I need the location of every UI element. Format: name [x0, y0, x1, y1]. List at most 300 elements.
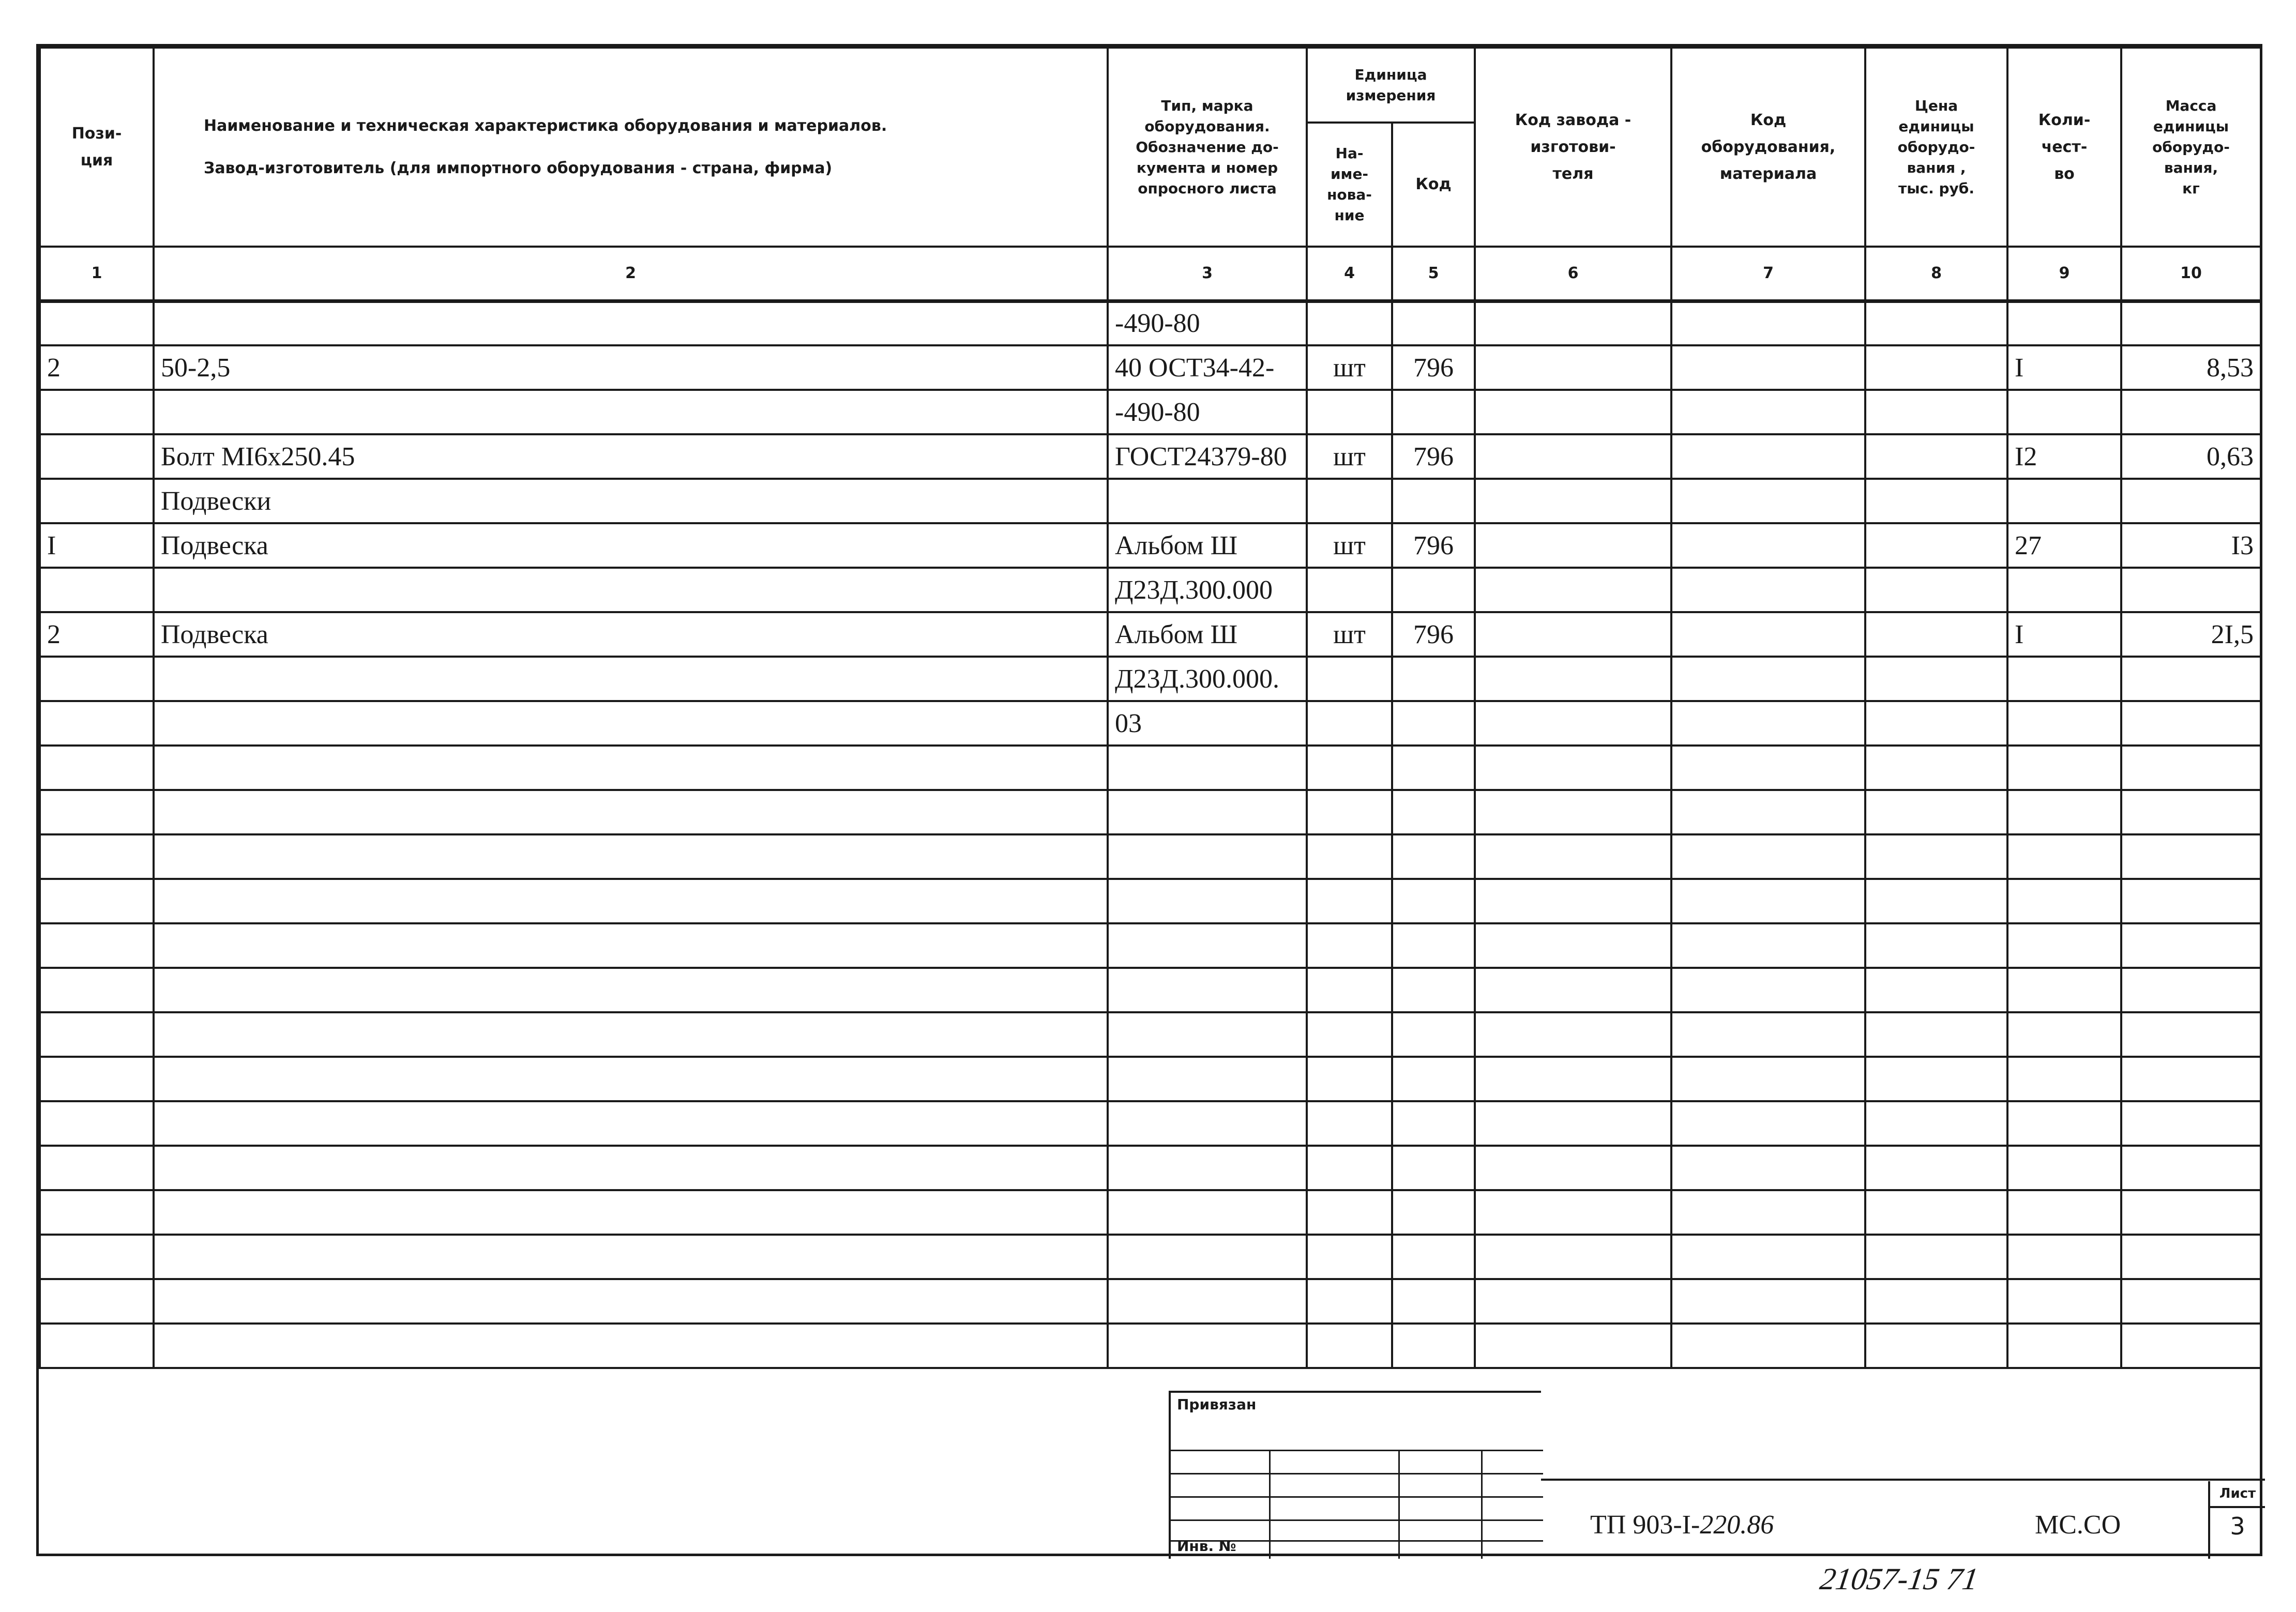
cell-unit-code [1392, 479, 1475, 523]
cell-price [1865, 1146, 2007, 1190]
cell-mass [2121, 1279, 2261, 1324]
table-row [40, 434, 2261, 479]
table-row [40, 1057, 2261, 1101]
cell-unit-code [1392, 701, 1475, 746]
specification-sheet [36, 44, 2262, 1556]
table-row [40, 1279, 2261, 1324]
cell-equipment-code [1671, 879, 1865, 923]
cell-quantity [2007, 923, 2121, 968]
sheet-number: 3 [2230, 1512, 2245, 1540]
cell-factory-code [1475, 523, 1671, 568]
cell-mass [2121, 1101, 2261, 1146]
cell-equipment-code [1671, 923, 1865, 968]
cell-factory-code [1475, 923, 1671, 968]
cell-name: 50-2,5 [154, 345, 1108, 390]
cell-unit-name [1307, 968, 1392, 1012]
table-row [40, 523, 2261, 568]
cell-type: 40 ОСТ34-42- [1108, 345, 1307, 390]
cell-mass [2121, 923, 2261, 968]
cell-unit-code [1392, 790, 1475, 834]
cell-type: ГОСТ24379-80 [1108, 434, 1307, 479]
cell-unit-name [1307, 879, 1392, 923]
cell-equipment-code [1671, 834, 1865, 879]
cell-mass: 0,63 [2121, 434, 2261, 479]
title-block-line [1541, 1479, 2265, 1481]
cell-mass [2121, 1057, 2261, 1101]
cell-name: Подвески [154, 479, 1108, 523]
cell-factory-code [1475, 790, 1671, 834]
cell-mass [2121, 834, 2261, 879]
cell-position [40, 1101, 154, 1146]
header-price: Цена единицы оборудо- вания , тыс. руб. [1865, 48, 2007, 247]
cell-position [40, 923, 154, 968]
cell-mass [2121, 968, 2261, 1012]
cell-unit-name [1307, 1235, 1392, 1279]
cell-price [1865, 1057, 2007, 1101]
cell-type [1108, 1057, 1307, 1101]
cell-type [1108, 1279, 1307, 1324]
cell-price [1865, 301, 2007, 345]
document-mark: МС.СО [2035, 1510, 2121, 1540]
cell-unit-code [1392, 879, 1475, 923]
cell-position [40, 879, 154, 923]
sheet-label: Лист [2210, 1481, 2265, 1508]
cell-equipment-code [1671, 1324, 1865, 1368]
cell-equipment-code [1671, 612, 1865, 657]
table-row [40, 1101, 2261, 1146]
cell-unit-code [1392, 390, 1475, 434]
cell-position [40, 1279, 154, 1324]
cell-position [40, 701, 154, 746]
cell-unit-code [1392, 1279, 1475, 1324]
cell-price [1865, 923, 2007, 968]
cell-position [40, 301, 154, 345]
cell-equipment-code [1671, 1235, 1865, 1279]
cell-mass [2121, 390, 2261, 434]
cell-type: Альбом Ш [1108, 523, 1307, 568]
cell-equipment-code [1671, 701, 1865, 746]
cell-unit-code: 796 [1392, 612, 1475, 657]
cell-equipment-code [1671, 657, 1865, 701]
cell-position [40, 746, 154, 790]
cell-price [1865, 1235, 2007, 1279]
cell-unit-code [1392, 1190, 1475, 1235]
cell-name [154, 657, 1108, 701]
cell-equipment-code [1671, 968, 1865, 1012]
cell-name [154, 746, 1108, 790]
header-quantity: Коли- чест- во [2007, 48, 2121, 247]
cell-price [1865, 612, 2007, 657]
cell-factory-code [1475, 879, 1671, 923]
cell-unit-code [1392, 1146, 1475, 1190]
cell-mass [2121, 746, 2261, 790]
column-number: 2 [154, 247, 1108, 301]
cell-type [1108, 879, 1307, 923]
stamp-line [1269, 1450, 1271, 1559]
cell-mass [2121, 790, 2261, 834]
cell-name [154, 1190, 1108, 1235]
header-name: Наименование и техническая характеристика оборудования и материалов. Завод-изготовитель (для импортного оборудования - страна, фирма) [154, 48, 1108, 247]
cell-quantity [2007, 301, 2121, 345]
cell-unit-code: 796 [1392, 523, 1475, 568]
cell-type [1108, 479, 1307, 523]
cell-price [1865, 1012, 2007, 1057]
cell-price [1865, 790, 2007, 834]
cell-position [40, 479, 154, 523]
table-row [40, 1190, 2261, 1235]
column-number: 9 [2007, 247, 2121, 301]
cell-name [154, 1057, 1108, 1101]
cell-type [1108, 834, 1307, 879]
cell-unit-code: 796 [1392, 434, 1475, 479]
cell-price [1865, 746, 2007, 790]
cell-unit-code [1392, 968, 1475, 1012]
cell-factory-code [1475, 1324, 1671, 1368]
cell-mass [2121, 1324, 2261, 1368]
stamp-line [1171, 1519, 1543, 1521]
cell-quantity [2007, 1279, 2121, 1324]
cell-quantity [2007, 1101, 2121, 1146]
cell-name [154, 968, 1108, 1012]
cell-equipment-code [1671, 345, 1865, 390]
cell-type: -490-80 [1108, 390, 1307, 434]
binding-stamp [1169, 1391, 1541, 1559]
cell-unit-code [1392, 1235, 1475, 1279]
equipment-spec-table [39, 47, 2262, 1369]
cell-price [1865, 968, 2007, 1012]
table-row [40, 923, 2261, 968]
cell-unit-name [1307, 1057, 1392, 1101]
cell-unit-code [1392, 923, 1475, 968]
cell-unit-code [1392, 1324, 1475, 1368]
cell-name [154, 834, 1108, 879]
cell-mass: 2I,5 [2121, 612, 2261, 657]
cell-position: 2 [40, 345, 154, 390]
cell-unit-name [1307, 1012, 1392, 1057]
cell-name [154, 1279, 1108, 1324]
cell-equipment-code [1671, 523, 1865, 568]
cell-quantity [2007, 834, 2121, 879]
cell-unit-code [1392, 834, 1475, 879]
table-row [40, 657, 2261, 701]
cell-position [40, 1012, 154, 1057]
stamp-line [1171, 1473, 1543, 1474]
table-row [40, 568, 2261, 612]
cell-unit-code [1392, 301, 1475, 345]
cell-equipment-code [1671, 390, 1865, 434]
cell-quantity [2007, 568, 2121, 612]
cell-mass [2121, 568, 2261, 612]
cell-name [154, 1324, 1108, 1368]
cell-type: 03 [1108, 701, 1307, 746]
cell-factory-code [1475, 701, 1671, 746]
table-row [40, 345, 2261, 390]
cell-quantity: I2 [2007, 434, 2121, 479]
cell-quantity [2007, 657, 2121, 701]
cell-quantity [2007, 790, 2121, 834]
cell-name [154, 568, 1108, 612]
cell-type: Д23Д.300.000 [1108, 568, 1307, 612]
header-equipment-code: Код оборудования, материала [1671, 48, 1865, 247]
cell-quantity [2007, 1146, 2121, 1190]
cell-unit-name [1307, 301, 1392, 345]
cell-factory-code [1475, 434, 1671, 479]
cell-type [1108, 790, 1307, 834]
cell-type [1108, 1324, 1307, 1368]
cell-quantity [2007, 390, 2121, 434]
cell-unit-name [1307, 1279, 1392, 1324]
cell-factory-code [1475, 1146, 1671, 1190]
cell-name [154, 390, 1108, 434]
cell-factory-code [1475, 657, 1671, 701]
inventory-label: Инв. № [1177, 1538, 1236, 1555]
cell-quantity [2007, 1235, 2121, 1279]
cell-unit-name [1307, 657, 1392, 701]
cell-unit-code [1392, 746, 1475, 790]
cell-unit-code: 796 [1392, 345, 1475, 390]
cell-factory-code [1475, 612, 1671, 657]
cell-mass: 8,53 [2121, 345, 2261, 390]
cell-quantity [2007, 1057, 2121, 1101]
header-unit-name: На- име- нова- ние [1307, 123, 1392, 247]
stamp-line [1398, 1450, 1400, 1559]
cell-equipment-code [1671, 568, 1865, 612]
cell-unit-name: шт [1307, 523, 1392, 568]
cell-equipment-code [1671, 746, 1865, 790]
cell-mass [2121, 657, 2261, 701]
cell-quantity: I [2007, 345, 2121, 390]
cell-price [1865, 390, 2007, 434]
cell-unit-name [1307, 923, 1392, 968]
cell-type [1108, 968, 1307, 1012]
cell-position [40, 1235, 154, 1279]
cell-type [1108, 1235, 1307, 1279]
cell-type [1108, 1190, 1307, 1235]
cell-type: Альбом Ш [1108, 612, 1307, 657]
table-row [40, 834, 2261, 879]
cell-unit-name [1307, 834, 1392, 879]
cell-type [1108, 1146, 1307, 1190]
cell-factory-code [1475, 345, 1671, 390]
cell-position [40, 568, 154, 612]
cell-position [40, 434, 154, 479]
column-number: 3 [1108, 247, 1307, 301]
table-row [40, 479, 2261, 523]
document-code: ТП 903-I-220.86 [1590, 1510, 1774, 1540]
cell-equipment-code [1671, 301, 1865, 345]
cell-equipment-code [1671, 1190, 1865, 1235]
cell-price [1865, 1279, 2007, 1324]
cell-unit-name [1307, 568, 1392, 612]
column-number: 6 [1475, 247, 1671, 301]
cell-name: Болт МI6х250.45 [154, 434, 1108, 479]
cell-mass: I3 [2121, 523, 2261, 568]
cell-factory-code [1475, 568, 1671, 612]
cell-price [1865, 834, 2007, 879]
cell-name [154, 879, 1108, 923]
cell-factory-code [1475, 1012, 1671, 1057]
archive-number: 21057-15 71 [1818, 1562, 1981, 1596]
cell-price [1865, 879, 2007, 923]
header-factory-code: Код завода - изготови- теля [1475, 48, 1671, 247]
column-number: 7 [1671, 247, 1865, 301]
column-number: 1 [40, 247, 154, 301]
table-row [40, 968, 2261, 1012]
cell-name: Подвеска [154, 523, 1108, 568]
cell-mass [2121, 301, 2261, 345]
cell-position [40, 790, 154, 834]
cell-factory-code [1475, 1057, 1671, 1101]
cell-position [40, 834, 154, 879]
table-row [40, 1146, 2261, 1190]
cell-factory-code [1475, 390, 1671, 434]
cell-position: 2 [40, 612, 154, 657]
cell-price [1865, 1190, 2007, 1235]
cell-factory-code [1475, 1279, 1671, 1324]
column-number: 10 [2121, 247, 2261, 301]
header-position: Пози- ция [40, 48, 154, 247]
cell-unit-name: шт [1307, 345, 1392, 390]
cell-factory-code [1475, 1190, 1671, 1235]
cell-price [1865, 1101, 2007, 1146]
table-row [40, 879, 2261, 923]
cell-equipment-code [1671, 1057, 1865, 1101]
bound-label: Привязан [1177, 1396, 1257, 1413]
cell-price [1865, 345, 2007, 390]
cell-unit-name [1307, 1190, 1392, 1235]
cell-quantity [2007, 879, 2121, 923]
cell-quantity [2007, 746, 2121, 790]
cell-name [154, 1012, 1108, 1057]
cell-factory-code [1475, 746, 1671, 790]
cell-position [40, 1324, 154, 1368]
cell-equipment-code [1671, 790, 1865, 834]
cell-price [1865, 1324, 2007, 1368]
cell-factory-code [1475, 968, 1671, 1012]
cell-mass [2121, 879, 2261, 923]
cell-equipment-code [1671, 434, 1865, 479]
cell-unit-name [1307, 1146, 1392, 1190]
header-unit-code: Код [1392, 123, 1475, 247]
cell-factory-code [1475, 834, 1671, 879]
header-mass: Масса единицы оборудо- вания, кг [2121, 48, 2261, 247]
cell-quantity: 27 [2007, 523, 2121, 568]
column-number: 8 [1865, 247, 2007, 301]
cell-name [154, 301, 1108, 345]
table-row [40, 390, 2261, 434]
cell-unit-name [1307, 390, 1392, 434]
column-number: 4 [1307, 247, 1392, 301]
cell-unit-code [1392, 657, 1475, 701]
column-number: 5 [1392, 247, 1475, 301]
cell-mass [2121, 479, 2261, 523]
cell-price [1865, 701, 2007, 746]
header-unit-group: Единица измерения [1307, 48, 1475, 123]
table-row [40, 790, 2261, 834]
table-row [40, 1012, 2261, 1057]
header-type: Тип, марка оборудования. Обозначение до- кумента и номер опросного листа [1108, 48, 1307, 247]
cell-type [1108, 923, 1307, 968]
cell-price [1865, 568, 2007, 612]
stamp-line [1481, 1450, 1483, 1559]
cell-mass [2121, 1190, 2261, 1235]
cell-position [40, 968, 154, 1012]
cell-quantity [2007, 1012, 2121, 1057]
cell-type [1108, 1101, 1307, 1146]
cell-position [40, 657, 154, 701]
cell-equipment-code [1671, 1012, 1865, 1057]
cell-equipment-code [1671, 1101, 1865, 1146]
cell-quantity [2007, 1324, 2121, 1368]
cell-mass [2121, 1146, 2261, 1190]
cell-price [1865, 434, 2007, 479]
cell-unit-name: шт [1307, 434, 1392, 479]
cell-unit-code [1392, 568, 1475, 612]
cell-type: Д23Д.300.000. [1108, 657, 1307, 701]
cell-quantity [2007, 701, 2121, 746]
table-row [40, 301, 2261, 345]
stamp-line [1171, 1496, 1543, 1498]
cell-type: -490-80 [1108, 301, 1307, 345]
cell-unit-name [1307, 701, 1392, 746]
cell-price [1865, 479, 2007, 523]
cell-equipment-code [1671, 479, 1865, 523]
cell-name [154, 1101, 1108, 1146]
cell-mass [2121, 1235, 2261, 1279]
cell-name [154, 1146, 1108, 1190]
cell-factory-code [1475, 301, 1671, 345]
cell-position [40, 390, 154, 434]
table-row [40, 1235, 2261, 1279]
cell-unit-name: шт [1307, 612, 1392, 657]
table-row [40, 612, 2261, 657]
cell-position [40, 1190, 154, 1235]
cell-unit-name [1307, 1101, 1392, 1146]
table-row [40, 746, 2261, 790]
cell-mass [2121, 1012, 2261, 1057]
cell-unit-name [1307, 479, 1392, 523]
stamp-line [1171, 1450, 1543, 1451]
cell-type [1108, 746, 1307, 790]
cell-equipment-code [1671, 1279, 1865, 1324]
cell-name [154, 701, 1108, 746]
cell-unit-code [1392, 1057, 1475, 1101]
cell-quantity [2007, 479, 2121, 523]
cell-unit-code [1392, 1012, 1475, 1057]
cell-quantity [2007, 1190, 2121, 1235]
cell-position [40, 1146, 154, 1190]
cell-position: I [40, 523, 154, 568]
cell-factory-code [1475, 1101, 1671, 1146]
table-row [40, 701, 2261, 746]
cell-position [40, 1057, 154, 1101]
cell-name [154, 790, 1108, 834]
cell-price [1865, 657, 2007, 701]
cell-unit-code [1392, 1101, 1475, 1146]
cell-quantity: I [2007, 612, 2121, 657]
cell-mass [2121, 701, 2261, 746]
cell-name [154, 1235, 1108, 1279]
table-row [40, 1324, 2261, 1368]
cell-quantity [2007, 968, 2121, 1012]
cell-unit-name [1307, 790, 1392, 834]
cell-price [1865, 523, 2007, 568]
cell-unit-name [1307, 1324, 1392, 1368]
cell-factory-code [1475, 479, 1671, 523]
cell-unit-name [1307, 746, 1392, 790]
cell-factory-code [1475, 1235, 1671, 1279]
cell-type [1108, 1012, 1307, 1057]
